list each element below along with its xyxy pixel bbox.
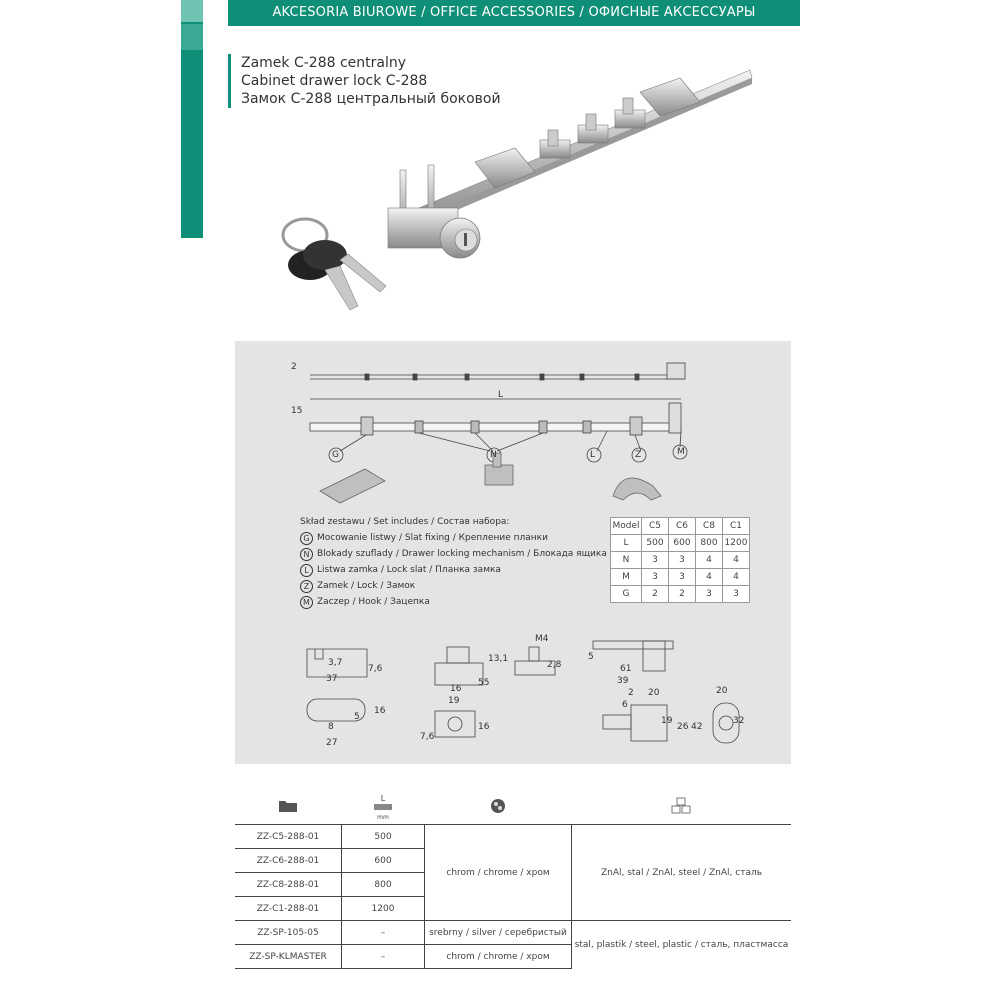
table-cell: 600 (669, 535, 696, 552)
set-includes-heading: Skład zestawu / Set includes / Состав набора: (300, 517, 510, 527)
dim-z-2: 61 (620, 664, 632, 674)
product-photo (270, 40, 800, 340)
table-row (611, 552, 750, 569)
dim-z-5: 20 (648, 688, 660, 698)
dim-g-3: 7,6 (368, 664, 383, 674)
table-cell: 4 (696, 569, 723, 586)
material-value: ZnAl, stal / ZnAl, steel / ZnAl, сталь (572, 825, 792, 921)
length-value: 800 (342, 873, 425, 897)
dim-n-3: 16 (450, 684, 462, 694)
unit-L: L (380, 793, 386, 803)
table-cell: L (611, 535, 642, 552)
code-badge: L (300, 564, 313, 577)
table-cell: 3 (642, 569, 669, 586)
list-item (300, 562, 607, 578)
dim-15: 15 (291, 406, 303, 416)
length-icon (342, 790, 425, 825)
dim-z-7: 19 (661, 716, 673, 726)
length-value: – (342, 945, 425, 969)
dim-n-2: 55 (478, 678, 490, 688)
code-badge: Z (300, 580, 313, 593)
code-badge: N (300, 548, 313, 561)
table-cell: 2 (642, 586, 669, 603)
item-text: Zaczep / Hook / Зацепка (317, 597, 430, 607)
finish-value: srebrny / silver / серебристый (425, 921, 572, 945)
list-item (300, 578, 607, 594)
model-table (610, 517, 750, 603)
side-accent-light (181, 0, 203, 22)
set-includes (300, 514, 607, 610)
table-cell: 3 (642, 552, 669, 569)
dim-n-6: 16 (478, 722, 490, 732)
callout-n: N (490, 450, 497, 460)
dim-z-3: 39 (617, 676, 629, 686)
dim-z-8: 26 (677, 722, 689, 732)
length-value: 500 (342, 825, 425, 849)
dim-m-1: M4 (535, 634, 549, 644)
dim-L: L (498, 390, 504, 400)
table-cell: C6 (669, 518, 696, 535)
product-title-ru: Замок С-288 центральный боковой (241, 91, 501, 107)
dim-g-5: 16 (374, 706, 386, 716)
list-item (300, 546, 607, 562)
dim-g-2: 37 (326, 674, 338, 684)
table-row (611, 586, 750, 603)
dim-n-5: 7,6 (420, 732, 435, 742)
dim-g-4: 5 (354, 712, 360, 722)
table-row (235, 825, 791, 849)
table-cell: N (611, 552, 642, 569)
table-cell: 3 (723, 586, 750, 603)
product-code: ZZ-C1-288-01 (235, 897, 342, 921)
table-cell: C1 (723, 518, 750, 535)
table-cell: 2 (669, 586, 696, 603)
length-value: 600 (342, 849, 425, 873)
length-value: 1200 (342, 897, 425, 921)
table-cell: C8 (696, 518, 723, 535)
finish-value: chrom / chrome / хром (425, 825, 572, 921)
list-item (300, 530, 607, 546)
table-cell: 3 (669, 552, 696, 569)
table-cell: 3 (696, 586, 723, 603)
spec-table (235, 790, 791, 969)
table-cell: 4 (723, 552, 750, 569)
callout-m: M (677, 447, 685, 457)
callout-g: G (332, 450, 339, 460)
item-text: Mocowanie listwy / Slat fixing / Крепление планки (317, 533, 548, 543)
product-code: ZZ-C5-288-01 (235, 825, 342, 849)
dim-z-10: 20 (716, 686, 728, 696)
callout-l: L (590, 450, 596, 460)
finish-icon (425, 790, 572, 825)
item-text: Listwa zamka / Lock slat / Планка замка (317, 565, 501, 575)
table-cell: Model (611, 518, 642, 535)
dim-z-1: 5 (588, 652, 594, 662)
dim-g-6: 8 (328, 722, 334, 732)
table-row (611, 535, 750, 552)
table-cell: C5 (642, 518, 669, 535)
side-accent-bar (181, 0, 203, 238)
dim-z-9: 42 (691, 722, 703, 732)
material-value: stal, plastik / steel, plastic / сталь, пластмасса (572, 921, 792, 969)
product-title-pl: Zamek C-288 centralny (241, 55, 407, 71)
table-row (611, 569, 750, 586)
dim-n-1: 13,1 (488, 654, 509, 664)
item-text: Blokady szuflady / Drawer locking mechanism / Блокада ящика (317, 549, 607, 559)
list-item (300, 594, 607, 610)
item-text: Zamek / Lock / Замок (317, 581, 416, 591)
product-code: ZZ-SP-105-05 (235, 921, 342, 945)
material-icon (572, 790, 792, 825)
dim-g-7: 27 (326, 738, 338, 748)
table-row (611, 518, 750, 535)
dim-z-11: 32 (733, 716, 745, 726)
side-accent-mid (181, 24, 203, 50)
section-header: AKCESORIA BIUROWE / OFFICE ACCESSORIES / ОФИСНЫЕ АКСЕССУАРЫ (228, 0, 800, 26)
dim-m-2: 2,8 (547, 660, 562, 670)
length-value: – (342, 921, 425, 945)
table-cell: 500 (642, 535, 669, 552)
dim-n-4: 19 (448, 696, 460, 706)
unit-mm: mm (377, 813, 389, 821)
finish-value: chrom / chrome / хром (425, 945, 572, 969)
table-cell: 1200 (723, 535, 750, 552)
table-cell: M (611, 569, 642, 586)
table-row (235, 921, 791, 945)
callout-z: Z (635, 450, 642, 460)
table-cell: 4 (723, 569, 750, 586)
dim-z-4: 2 (628, 688, 634, 698)
product-code: ZZ-C8-288-01 (235, 873, 342, 897)
table-cell: 4 (696, 552, 723, 569)
table-cell: G (611, 586, 642, 603)
code-badge: G (300, 532, 313, 545)
dim-z-6: 6 (622, 700, 628, 710)
product-code: ZZ-C6-288-01 (235, 849, 342, 873)
dim-2: 2 (291, 362, 297, 372)
code-badge: M (300, 596, 313, 609)
dim-g-1: 3,7 (328, 658, 343, 668)
table-cell: 800 (696, 535, 723, 552)
folder-icon (235, 790, 342, 825)
table-cell: 3 (669, 569, 696, 586)
spec-header-row (235, 790, 791, 825)
product-title-en: Cabinet drawer lock C-288 (241, 73, 428, 89)
product-code: ZZ-SP-KLMASTER (235, 945, 342, 969)
